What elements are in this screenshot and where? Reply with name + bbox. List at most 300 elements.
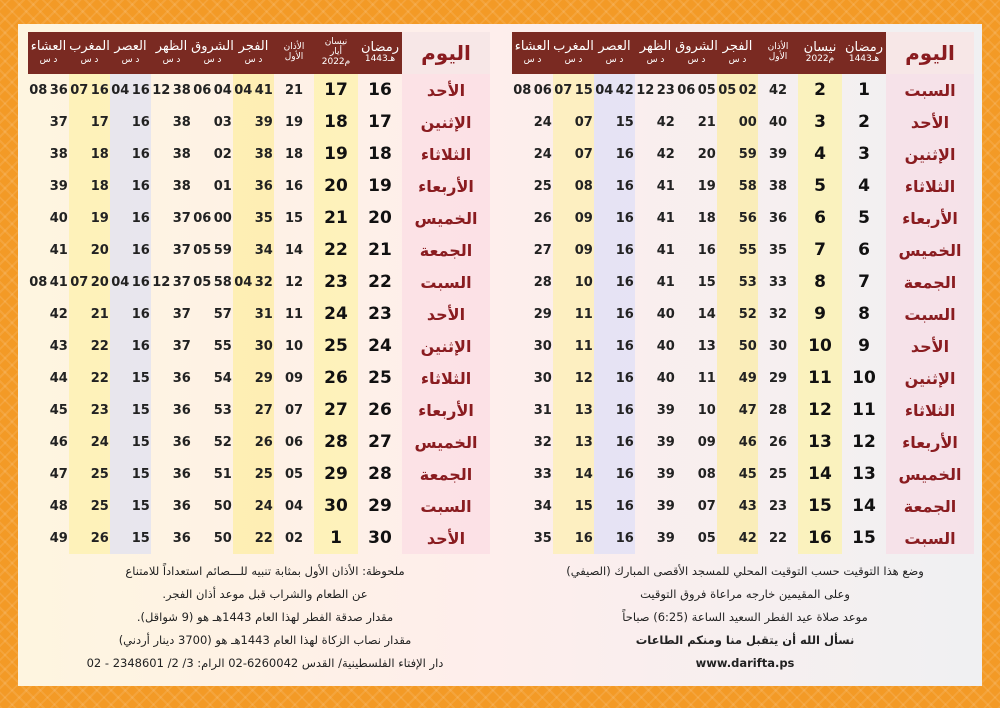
first-adhan-minute: 12: [284, 274, 304, 290]
maghrib-time: [69, 362, 110, 394]
table-row: [512, 298, 974, 330]
minutes: 15: [574, 82, 593, 98]
maghrib-time: [69, 106, 110, 138]
gregorian-day: 9: [798, 298, 842, 330]
minutes: 00: [213, 210, 232, 226]
shuruq-time: [192, 266, 233, 298]
minutes: 27: [254, 402, 273, 418]
minutes: 40: [49, 210, 68, 226]
header-ramadan: رمضان 1443هـ: [360, 39, 400, 65]
dhuhr-time: [635, 394, 676, 426]
first-adhan-minute: 39: [768, 146, 788, 162]
table-row: [512, 170, 974, 202]
minutes: 25: [533, 178, 552, 194]
shuruq-time: [192, 522, 233, 554]
maghrib-time: [553, 458, 594, 490]
asr-time: [110, 394, 151, 426]
header-dhuhr: الظهر د س: [155, 38, 188, 66]
fajr-time: [717, 106, 758, 138]
note-line: موعد صلاة عيد الفطر السعيد الساعة (6:25) صباحاً: [622, 610, 868, 624]
day-name: الأربعاء: [886, 202, 974, 234]
hours: 12: [152, 82, 171, 98]
day-name: الخميس: [886, 458, 974, 490]
minutes: 36: [172, 530, 191, 546]
table-row: [28, 458, 490, 490]
ramadan-day: 26: [368, 400, 392, 420]
asr-time: [110, 298, 151, 330]
day-name: الثلاثاء: [886, 170, 974, 202]
minutes: 55: [213, 338, 232, 354]
hours: 06: [677, 82, 696, 98]
ramadan-day: 23: [368, 304, 392, 324]
minutes: 42: [615, 82, 634, 98]
fajr-time: [717, 362, 758, 394]
note-line: وعلى المقيمين خارجه مراعاة فروق التوقيت: [640, 587, 850, 601]
dhuhr-time: [635, 138, 676, 170]
fajr-time: [717, 330, 758, 362]
shuruq-time: [676, 490, 717, 522]
minutes: 36: [172, 370, 191, 386]
fajr-time: [233, 106, 274, 138]
minutes: 39: [254, 114, 273, 130]
minutes: 43: [49, 338, 68, 354]
header-asr: العصر د س: [598, 38, 631, 66]
ramadan-day: 4: [858, 176, 870, 196]
gregorian-day: 18: [314, 106, 358, 138]
minutes: 39: [656, 434, 675, 450]
isha-time: [28, 266, 69, 298]
first-adhan-minute: 11: [284, 306, 304, 322]
day-name: الجمعة: [402, 458, 490, 490]
isha-time: [512, 170, 553, 202]
table-row: [28, 74, 490, 106]
fajr-time: [717, 74, 758, 106]
fajr-time: [233, 522, 274, 554]
minutes: 23: [656, 82, 675, 98]
minutes: 38: [172, 146, 191, 162]
dhuhr-time: [635, 170, 676, 202]
shuruq-time: [676, 330, 717, 362]
ramadan-day: 30: [368, 528, 392, 548]
minutes: 18: [697, 210, 716, 226]
ramadan-day: 15: [852, 528, 876, 548]
isha-time: [512, 394, 553, 426]
dhuhr-time: [151, 170, 192, 202]
gregorian-day: 13: [798, 426, 842, 458]
ramadan-day: 20: [368, 208, 392, 228]
asr-time: [110, 458, 151, 490]
minutes: 24: [533, 114, 552, 130]
hours: 04: [111, 82, 130, 98]
minutes: 16: [615, 498, 634, 514]
asr-time: [110, 522, 151, 554]
table-row: [28, 138, 490, 170]
note-line: ملحوظة: الأذان الأول بمثابة تنبيه للـــصائم استعداداً للامتناع: [125, 564, 405, 578]
day-name: الإثنين: [402, 106, 490, 138]
asr-time: [110, 234, 151, 266]
minutes: 16: [615, 434, 634, 450]
minutes: 51: [213, 466, 232, 482]
hours: 07: [70, 82, 89, 98]
dhuhr-time: [635, 458, 676, 490]
minutes: 30: [254, 338, 273, 354]
asr-time: [594, 106, 635, 138]
table-row: [512, 522, 974, 554]
minutes: 15: [574, 498, 593, 514]
first-adhan-minute: 10: [284, 338, 304, 354]
asr-time: [594, 330, 635, 362]
shuruq-time: [676, 394, 717, 426]
hours: 06: [193, 210, 212, 226]
gregorian-day: 17: [314, 74, 358, 106]
isha-time: [512, 106, 553, 138]
isha-time: [28, 138, 69, 170]
website-link[interactable]: www.darifta.ps: [695, 656, 795, 670]
header-ramadan: رمضان 1443هـ: [844, 39, 884, 65]
first-adhan-minute: 29: [768, 370, 788, 386]
ramadan-day: 28: [368, 464, 392, 484]
isha-time: [28, 522, 69, 554]
dhuhr-time: [151, 106, 192, 138]
minutes: 20: [90, 274, 109, 290]
shuruq-time: [192, 490, 233, 522]
ramadan-day: 3: [858, 144, 870, 164]
fajr-time: [233, 266, 274, 298]
ramadan-day: 29: [368, 496, 392, 516]
minutes: 19: [697, 178, 716, 194]
minutes: 24: [254, 498, 273, 514]
gregorian-day: 7: [798, 234, 842, 266]
table-header: [512, 32, 974, 74]
minutes: 16: [131, 114, 150, 130]
minutes: 12: [574, 370, 593, 386]
left-table-body: [28, 74, 490, 554]
first-adhan-minute: 35: [768, 242, 788, 258]
hours: 05: [718, 82, 737, 98]
minutes: 16: [615, 466, 634, 482]
dhuhr-time: [635, 106, 676, 138]
minutes: 26: [90, 530, 109, 546]
ramadan-day: 6: [858, 240, 870, 260]
dhuhr-time: [635, 74, 676, 106]
minutes: 47: [49, 466, 68, 482]
asr-time: [110, 138, 151, 170]
shuruq-time: [192, 74, 233, 106]
dhuhr-time: [635, 298, 676, 330]
fajr-time: [233, 394, 274, 426]
shuruq-time: [676, 426, 717, 458]
maghrib-time: [69, 202, 110, 234]
minutes: 23: [90, 402, 109, 418]
fajr-time: [233, 234, 274, 266]
shuruq-time: [676, 234, 717, 266]
maghrib-time: [553, 394, 594, 426]
isha-time: [512, 138, 553, 170]
maghrib-time: [553, 170, 594, 202]
first-adhan-minute: 07: [284, 402, 304, 418]
note-line: مقدار نصاب الزكاة لهذا العام 1443هـ هو (3700 دينار أردني): [118, 633, 412, 647]
ramadan-day: 7: [858, 272, 870, 292]
gregorian-day: 1: [314, 522, 358, 554]
header-day: اليوم: [886, 32, 974, 74]
gregorian-day: 3: [798, 106, 842, 138]
asr-time: [594, 394, 635, 426]
hours: 08: [29, 82, 48, 98]
minutes: 58: [738, 178, 757, 194]
day-name: الأربعاء: [886, 426, 974, 458]
fajr-time: [233, 458, 274, 490]
minutes: 31: [533, 402, 552, 418]
maghrib-time: [553, 202, 594, 234]
minutes: 17: [90, 114, 109, 130]
table-row: [28, 394, 490, 426]
minutes: 50: [213, 530, 232, 546]
maghrib-time: [69, 522, 110, 554]
dhuhr-time: [635, 202, 676, 234]
hours: 08: [513, 82, 532, 98]
isha-time: [28, 362, 69, 394]
minutes: 10: [697, 402, 716, 418]
ramadan-day: 12: [852, 432, 876, 452]
minutes: 11: [697, 370, 716, 386]
maghrib-time: [553, 266, 594, 298]
shuruq-time: [676, 266, 717, 298]
first-adhan-minute: 40: [768, 114, 788, 130]
isha-time: [28, 170, 69, 202]
hours: 04: [234, 274, 253, 290]
asr-time: [594, 458, 635, 490]
note-line: مقدار صدقة الفطر لهذا العام 1443هـ هو (9 شواقل).: [136, 610, 394, 624]
fajr-time: [717, 298, 758, 330]
minutes: 32: [254, 274, 273, 290]
fajr-time: [717, 234, 758, 266]
minutes: 36: [172, 466, 191, 482]
ramadan-day: 5: [858, 208, 870, 228]
minutes: 16: [615, 210, 634, 226]
day-name: الثلاثاء: [402, 138, 490, 170]
gregorian-day: 16: [798, 522, 842, 554]
minutes: 39: [656, 466, 675, 482]
minutes: 37: [172, 242, 191, 258]
minutes: 45: [49, 402, 68, 418]
isha-time: [28, 74, 69, 106]
table-row: [512, 394, 974, 426]
minutes: 57: [213, 306, 232, 322]
table-row: [28, 170, 490, 202]
minutes: 16: [574, 530, 593, 546]
minutes: 37: [172, 306, 191, 322]
minutes: 38: [172, 114, 191, 130]
isha-time: [512, 202, 553, 234]
asr-time: [110, 74, 151, 106]
dhuhr-time: [151, 266, 192, 298]
header-day: اليوم: [402, 32, 490, 74]
minutes: 46: [738, 434, 757, 450]
isha-time: [28, 490, 69, 522]
isha-time: [512, 458, 553, 490]
minutes: 22: [90, 370, 109, 386]
minutes: 07: [697, 498, 716, 514]
minutes: 24: [90, 434, 109, 450]
minutes: 16: [131, 274, 150, 290]
first-adhan-minute: 06: [284, 434, 304, 450]
minutes: 56: [738, 210, 757, 226]
dhuhr-time: [151, 458, 192, 490]
dhuhr-time: [151, 74, 192, 106]
minutes: 53: [213, 402, 232, 418]
fajr-time: [717, 426, 758, 458]
asr-time: [594, 202, 635, 234]
isha-time: [512, 234, 553, 266]
note-line: دار الإفتاء الفلسطينية/ القدس 6260042-02 الرام: 3/ 2/ 2348601 - 02: [86, 656, 444, 670]
minutes: 16: [131, 146, 150, 162]
gregorian-day: 10: [798, 330, 842, 362]
maghrib-time: [69, 74, 110, 106]
minutes: 16: [615, 338, 634, 354]
day-name: الإثنين: [886, 138, 974, 170]
shuruq-time: [192, 298, 233, 330]
first-adhan-minute: 42: [768, 82, 788, 98]
minutes: 35: [533, 530, 552, 546]
minutes: 08: [697, 466, 716, 482]
minutes: 59: [738, 146, 757, 162]
dhuhr-time: [635, 522, 676, 554]
shuruq-time: [192, 330, 233, 362]
ramadan-day: 9: [858, 336, 870, 356]
minutes: 37: [172, 210, 191, 226]
minutes: 21: [697, 114, 716, 130]
day-name: الخميس: [402, 202, 490, 234]
header-shuruq: الشروق د س: [675, 38, 718, 66]
fajr-time: [717, 458, 758, 490]
isha-time: [512, 74, 553, 106]
minutes: 14: [574, 466, 593, 482]
minutes: 31: [254, 306, 273, 322]
minutes: 29: [254, 370, 273, 386]
shuruq-time: [676, 170, 717, 202]
ramadan-day: 24: [368, 336, 392, 356]
table-row: [512, 362, 974, 394]
table-row: [28, 106, 490, 138]
table-row: [28, 522, 490, 554]
table-row: [512, 202, 974, 234]
minutes: 15: [131, 434, 150, 450]
minutes: 13: [697, 338, 716, 354]
day-name: الخميس: [402, 426, 490, 458]
isha-time: [28, 394, 69, 426]
minutes: 42: [49, 306, 68, 322]
maghrib-time: [69, 458, 110, 490]
minutes: 16: [615, 402, 634, 418]
gregorian-day: 22: [314, 234, 358, 266]
gregorian-day: 14: [798, 458, 842, 490]
minutes: 06: [533, 82, 552, 98]
minutes: 54: [213, 370, 232, 386]
hours: 04: [595, 82, 614, 98]
gregorian-day: 29: [314, 458, 358, 490]
minutes: 16: [131, 242, 150, 258]
minutes: 37: [172, 338, 191, 354]
minutes: 16: [615, 146, 634, 162]
minutes: 05: [697, 530, 716, 546]
table-row: [512, 490, 974, 522]
first-adhan-minute: 32: [768, 306, 788, 322]
day-name: الجمعة: [886, 266, 974, 298]
maghrib-time: [69, 426, 110, 458]
asr-time: [110, 426, 151, 458]
fajr-time: [233, 426, 274, 458]
asr-time: [594, 234, 635, 266]
right-table-body: [512, 74, 974, 554]
asr-time: [594, 490, 635, 522]
minutes: 36: [172, 498, 191, 514]
dhuhr-time: [635, 490, 676, 522]
day-name: الأحد: [402, 522, 490, 554]
maghrib-time: [69, 330, 110, 362]
day-name: الأربعاء: [402, 394, 490, 426]
minutes: 42: [656, 146, 675, 162]
isha-time: [512, 522, 553, 554]
fajr-time: [233, 330, 274, 362]
header-first-adhan: الأذان الأول: [283, 42, 305, 62]
asr-time: [594, 138, 635, 170]
minutes: 28: [533, 274, 552, 290]
table-row: [28, 490, 490, 522]
day-name: الجمعة: [886, 490, 974, 522]
day-name: الثلاثاء: [402, 362, 490, 394]
maghrib-time: [553, 74, 594, 106]
minutes: 48: [49, 498, 68, 514]
day-name: السبت: [402, 266, 490, 298]
ramadan-day: 1: [858, 80, 870, 100]
hours: 08: [29, 274, 48, 290]
gregorian-day: 23: [314, 266, 358, 298]
gregorian-day: 19: [314, 138, 358, 170]
minutes: 41: [49, 242, 68, 258]
minutes: 38: [172, 178, 191, 194]
minutes: 58: [213, 274, 232, 290]
ramadan-day: 22: [368, 272, 392, 292]
table-row: [512, 266, 974, 298]
maghrib-time: [69, 266, 110, 298]
isha-time: [512, 362, 553, 394]
shuruq-time: [676, 298, 717, 330]
dhuhr-time: [151, 234, 192, 266]
minutes: 36: [254, 178, 273, 194]
minutes: 36: [49, 82, 68, 98]
shuruq-time: [192, 234, 233, 266]
table-row: [28, 298, 490, 330]
minutes: 34: [254, 242, 273, 258]
minutes: 32: [533, 434, 552, 450]
dhuhr-time: [151, 394, 192, 426]
note-line: وضع هذا التوقيت حسب التوقيت المحلي للمسجد الأقصى المبارك (الصيفي): [566, 564, 924, 578]
gregorian-day: 8: [798, 266, 842, 298]
minutes: 20: [697, 146, 716, 162]
asr-time: [594, 522, 635, 554]
ramadan-day: 19: [368, 176, 392, 196]
right-table: [512, 32, 974, 554]
first-adhan-minute: 36: [768, 210, 788, 226]
first-adhan-minute: 30: [768, 338, 788, 354]
header-gregorian: نيسان 2022م: [803, 39, 837, 65]
day-name: الأربعاء: [402, 170, 490, 202]
day-name: السبت: [402, 490, 490, 522]
gregorian-day: 11: [798, 362, 842, 394]
ramadan-day: 10: [852, 368, 876, 388]
minutes: 50: [738, 338, 757, 354]
minutes: 11: [574, 338, 593, 354]
